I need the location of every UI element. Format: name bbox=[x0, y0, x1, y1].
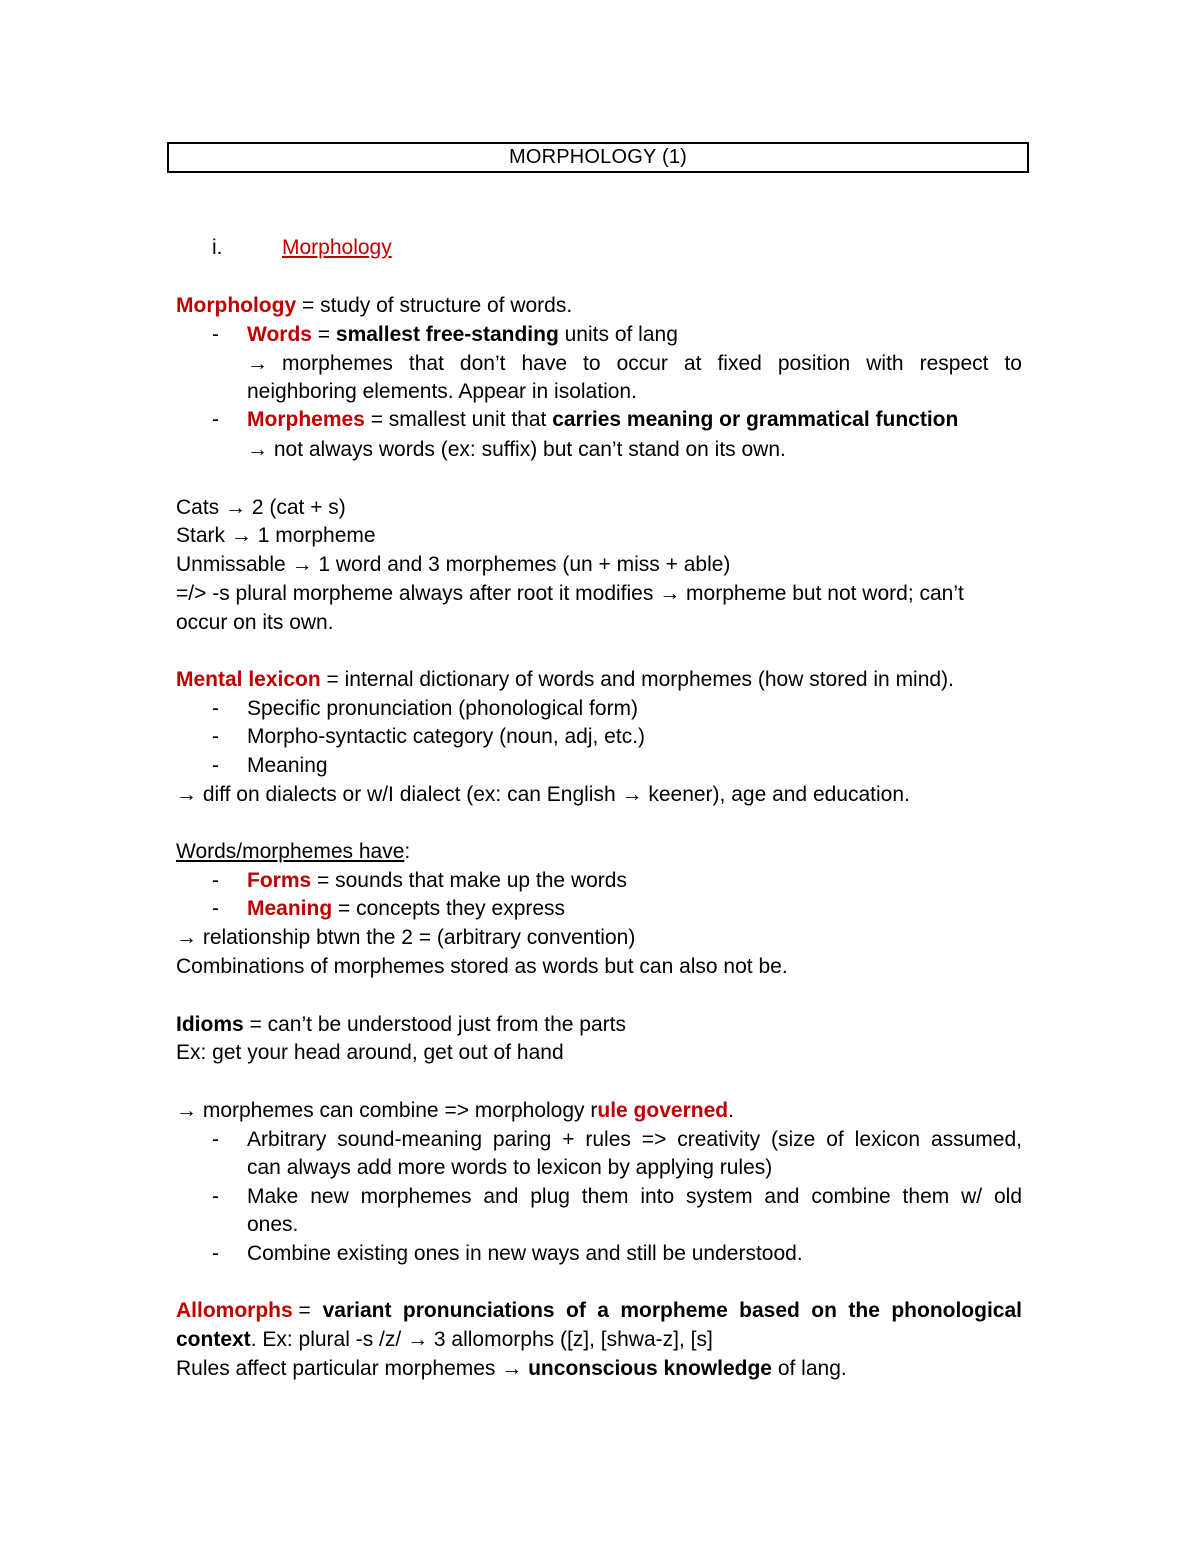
bullet-dash: - bbox=[212, 323, 219, 346]
example-pre: Cats bbox=[176, 496, 226, 519]
page-title: MORPHOLOGY (1) bbox=[167, 142, 1029, 173]
bullet-dash: - bbox=[212, 1185, 219, 1208]
list-item: Morpho-syntactic category (noun, adj, etc.) bbox=[247, 725, 646, 748]
term-allomorphs: Allomorphs bbox=[176, 1299, 293, 1322]
line-post: of lang. bbox=[771, 1357, 847, 1380]
note-post: keener), age and education. bbox=[642, 783, 910, 806]
list-item: Make new morphemes and plug them into system and combine them w/ old bbox=[247, 1185, 1022, 1208]
arrow-icon: → bbox=[176, 783, 197, 806]
bold-text: unconscious knowledge bbox=[528, 1357, 772, 1380]
morphemes-continuation bbox=[247, 436, 786, 464]
bold-text: smallest free-standing bbox=[335, 323, 559, 346]
heading-text: Words/morphemes have bbox=[176, 840, 405, 863]
term-idioms: Idioms bbox=[176, 1013, 244, 1036]
allomorphs-definition bbox=[176, 1297, 1022, 1325]
colon: : bbox=[404, 840, 411, 863]
section-heading: Morphology bbox=[282, 236, 392, 259]
morphology-definition bbox=[176, 292, 572, 320]
term-words: Words bbox=[247, 323, 312, 346]
words-continuation-2: neighboring elements. Appear in isolation. bbox=[247, 380, 637, 403]
term-meaning: Meaning bbox=[247, 897, 333, 920]
example-post: 1 morpheme bbox=[251, 524, 376, 547]
rules-affect-line bbox=[176, 1355, 847, 1383]
item-text: = sounds that make up the words bbox=[311, 869, 627, 892]
bullet-dash: - bbox=[212, 897, 219, 920]
term-mental-lexicon: Mental lexicon bbox=[176, 668, 321, 691]
term-morphology: Morphology bbox=[176, 294, 297, 317]
morphemes-definition bbox=[247, 406, 958, 434]
arrow-icon: → bbox=[291, 553, 313, 576]
arrow-icon: → bbox=[659, 582, 681, 605]
arrow-icon: → bbox=[176, 1099, 197, 1122]
list-item: Arbitrary sound-meaning paring + rules => creativity (size of lexicon assumed, bbox=[247, 1128, 1022, 1151]
example-pre: Stark bbox=[176, 524, 231, 547]
definition-text: = can’t be understood just from the parts bbox=[243, 1013, 626, 1036]
arrow-icon: → bbox=[176, 926, 197, 949]
continuation-text: morphemes that don’t have to occur at fixed position with respect to bbox=[282, 352, 1022, 375]
rules-line bbox=[176, 1097, 734, 1125]
definition-text: = internal dictionary of words and morphemes (how stored in mind). bbox=[320, 668, 954, 691]
arrow-icon: → bbox=[247, 438, 268, 461]
words-continuation-1 bbox=[247, 350, 1022, 378]
allomorphs-continuation bbox=[176, 1326, 713, 1354]
bold-text: context bbox=[176, 1328, 251, 1351]
example-post: 1 word and 3 morphemes (un + miss + able) bbox=[312, 553, 731, 576]
bold-text: carries meaning or grammatical function bbox=[552, 408, 959, 431]
rules-highlight: ule governed bbox=[597, 1099, 729, 1122]
rest-text: units of lang bbox=[558, 323, 678, 346]
words-morphemes-heading bbox=[176, 838, 410, 866]
arrow-icon: → bbox=[407, 1328, 429, 1351]
eq-text: = bbox=[292, 1299, 317, 1322]
eq-text: = bbox=[311, 323, 336, 346]
relationship-note bbox=[176, 924, 635, 952]
list-item-continuation: can always add more words to lexicon by applying rules) bbox=[247, 1156, 773, 1179]
list-item: Combine existing ones in new ways and still be understood. bbox=[247, 1242, 803, 1265]
arrow-icon: → bbox=[230, 524, 252, 547]
mental-lexicon-note bbox=[176, 781, 910, 809]
bold-text: variant pronunciations of a morpheme based on the phonological bbox=[322, 1299, 1022, 1322]
bullet-dash: - bbox=[212, 754, 219, 777]
rules-pre: morphemes can combine => morphology r bbox=[197, 1099, 598, 1122]
rest-post: 3 allomorphs ([z], [shwa-z], [s] bbox=[428, 1328, 713, 1351]
list-item: Meaning bbox=[247, 754, 328, 777]
definition-text: = study of structure of words. bbox=[296, 294, 573, 317]
rest-pre: . Ex: plural -s /z/ bbox=[250, 1328, 408, 1351]
arrow-icon: → bbox=[501, 1357, 523, 1380]
list-item bbox=[247, 867, 627, 895]
bullet-dash: - bbox=[212, 697, 219, 720]
list-item: Specific pronunciation (phonological form) bbox=[247, 697, 639, 720]
term-forms: Forms bbox=[247, 869, 312, 892]
bullet-dash: - bbox=[212, 1128, 219, 1151]
line-pre: Rules affect particular morphemes bbox=[176, 1357, 502, 1380]
example-post: 2 (cat + s) bbox=[246, 496, 346, 519]
idioms-definition bbox=[176, 1011, 626, 1039]
arrow-icon: → bbox=[225, 496, 247, 519]
item-text: = concepts they express bbox=[332, 897, 566, 920]
eq-text: = smallest unit that bbox=[364, 408, 553, 431]
rules-dot: . bbox=[728, 1099, 734, 1122]
example-line bbox=[176, 580, 964, 608]
section-number: i. bbox=[212, 236, 223, 259]
continuation-text: not always words (ex: suffix) but can’t stand on its own. bbox=[273, 438, 786, 461]
bullet-dash: - bbox=[212, 408, 219, 431]
arrow-icon: → bbox=[621, 783, 643, 806]
mental-lexicon-definition bbox=[176, 666, 954, 694]
note-pre: diff on dialects or w/I dialect (ex: can English bbox=[197, 783, 622, 806]
example-pre: =/> -s plural morpheme always after root it modifies bbox=[176, 582, 660, 605]
example-line bbox=[176, 494, 346, 522]
term-morphemes: Morphemes bbox=[247, 408, 365, 431]
bullet-dash: - bbox=[212, 869, 219, 892]
example-post: morpheme but not word; can’t bbox=[680, 582, 964, 605]
example-line bbox=[176, 551, 730, 579]
bullet-dash: - bbox=[212, 725, 219, 748]
idioms-example: Ex: get your head around, get out of hand bbox=[176, 1041, 564, 1064]
arrow-icon: → bbox=[247, 352, 268, 375]
combinations-line: Combinations of morphemes stored as words but can also not be. bbox=[176, 955, 788, 978]
list-item bbox=[247, 895, 565, 923]
list-item-continuation: ones. bbox=[247, 1213, 299, 1236]
example-line bbox=[176, 522, 376, 550]
example-continuation: occur on its own. bbox=[176, 611, 334, 634]
note-text: relationship btwn the 2 = (arbitrary convention) bbox=[197, 926, 636, 949]
words-definition bbox=[247, 321, 678, 349]
bullet-dash: - bbox=[212, 1242, 219, 1265]
example-pre: Unmissable bbox=[176, 553, 292, 576]
